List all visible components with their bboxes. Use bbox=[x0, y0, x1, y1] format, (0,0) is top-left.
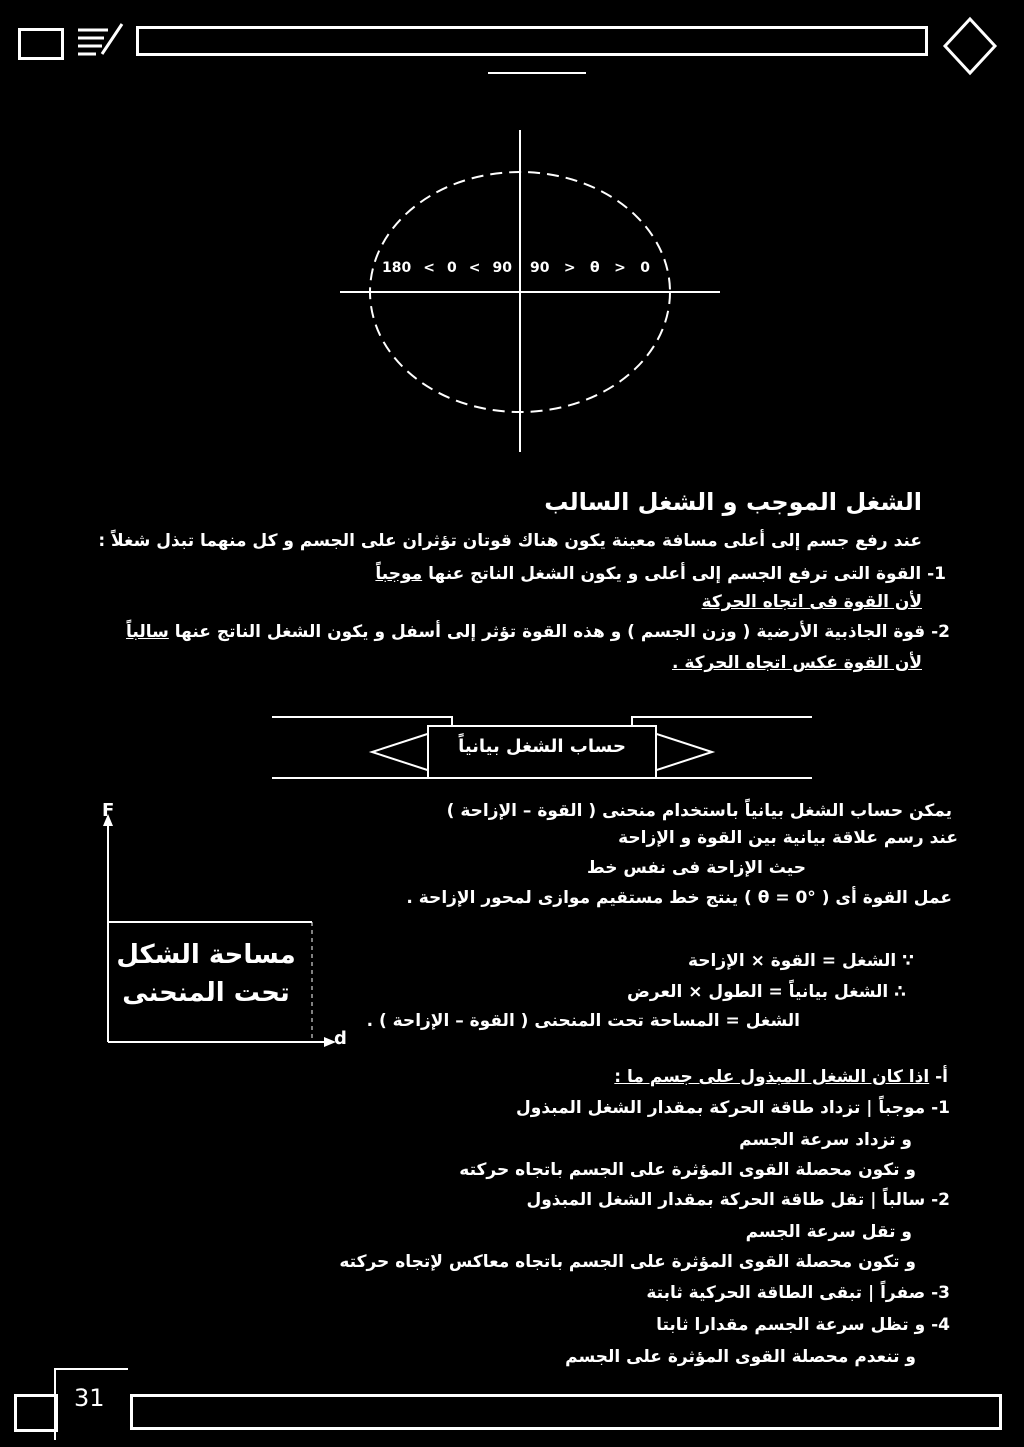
case-5: و تنعدم محصلة القوى المؤثرة على الجسم bbox=[565, 1347, 916, 1367]
header-rule bbox=[488, 72, 586, 74]
page-number: 31 bbox=[74, 1384, 105, 1412]
case-1-line-2: و تزداد سرعة الجسم bbox=[739, 1130, 912, 1150]
cases-heading: أ- اذا كان الشغل المبذول على جسم ما : bbox=[614, 1067, 948, 1087]
notes-icon bbox=[74, 20, 126, 60]
force-displacement-graph bbox=[96, 800, 356, 1060]
equation-1: ∵ الشغل = القوة × الإزاحة bbox=[688, 951, 914, 971]
section-intro: عند رفع جسم إلى أعلى مسافة معينة يكون هناك قوتان تؤثران على الجسم و كل منهما تبذل شغلاً : bbox=[98, 531, 922, 551]
angle-range-left: 180 < 0 < 90 bbox=[382, 260, 512, 276]
angle-range-right: 90 > θ > 0 bbox=[530, 260, 650, 276]
case-2-line-3: و تكون محصلة القوى المؤثرة على الجسم باتجاه معاكس لإتجاه حركته bbox=[339, 1252, 916, 1272]
footer-bar bbox=[130, 1394, 1002, 1430]
graph-area-label-1: مساحة الشكل bbox=[116, 940, 296, 970]
equation-3: الشغل = المساحة تحت المنحنى ( القوة – الإزاحة ) . bbox=[366, 1011, 800, 1031]
graph-text-4: عمل القوة أى ( θ = 0° ) ينتج خط مستقيم موازى لمحور الإزاحة . bbox=[406, 888, 952, 908]
case-1-line-3: و تكون محصلة القوى المؤثرة على الجسم باتجاه حركته bbox=[459, 1160, 916, 1180]
case-3: 3- صفراً | تبقى الطاقة الحركية ثابتة bbox=[646, 1283, 950, 1303]
ribbon-banner bbox=[272, 712, 812, 782]
case-2-line-2: و تقل سرعة الجسم bbox=[745, 1222, 912, 1242]
graph-y-label: F bbox=[102, 800, 115, 821]
graph-x-label: d bbox=[334, 1028, 347, 1049]
header-square-icon bbox=[18, 28, 64, 60]
case-2: 2- سالباً | تقل طاقة الحركة بمقدار الشغل المبذول bbox=[526, 1190, 950, 1210]
item-1: 1- القوة التى ترفع الجسم إلى أعلى و يكون الشغل الناتج عنها موجباً bbox=[375, 564, 946, 584]
banner-title: حساب الشغل بيانياً bbox=[458, 736, 626, 757]
item-2: 2- قوة الجاذبية الأرضية ( وزن الجسم ) و هذه القوة تؤثر إلى أسفل و يكون الشغل الناتج عنها سالباً bbox=[126, 622, 950, 642]
item-2-reason: لأن القوة عكس اتجاه الحركة . bbox=[671, 653, 922, 673]
header-bar bbox=[136, 26, 928, 56]
case-4: 4- و تظل سرعة الجسم مقدارا ثابتا bbox=[656, 1315, 950, 1335]
graph-area-label-2: تحت المنحنى bbox=[122, 978, 290, 1008]
graph-text-1: يمكن حساب الشغل بيانياً باستخدام منحنى ( القوة – الإزاحة ) bbox=[446, 801, 952, 821]
equation-2: ∴ الشغل بيانياً = الطول × العرض bbox=[627, 982, 906, 1002]
angle-circle-diagram bbox=[330, 130, 730, 460]
diamond-icon bbox=[942, 16, 998, 76]
case-1: 1- موجباً | تزداد طاقة الحركة بمقدار الشغل المبذول bbox=[516, 1098, 950, 1118]
section-title: الشغل الموجب و الشغل السالب bbox=[544, 488, 922, 516]
graph-text-2: عند رسم علاقة بيانية بين القوة و الإزاحة bbox=[618, 828, 958, 848]
item-1-reason: لأن القوة فى اتجاه الحركة bbox=[701, 592, 922, 612]
footer-square-icon bbox=[14, 1394, 58, 1432]
graph-text-3: حيث الإزاحة فى نفس خط bbox=[587, 858, 806, 878]
